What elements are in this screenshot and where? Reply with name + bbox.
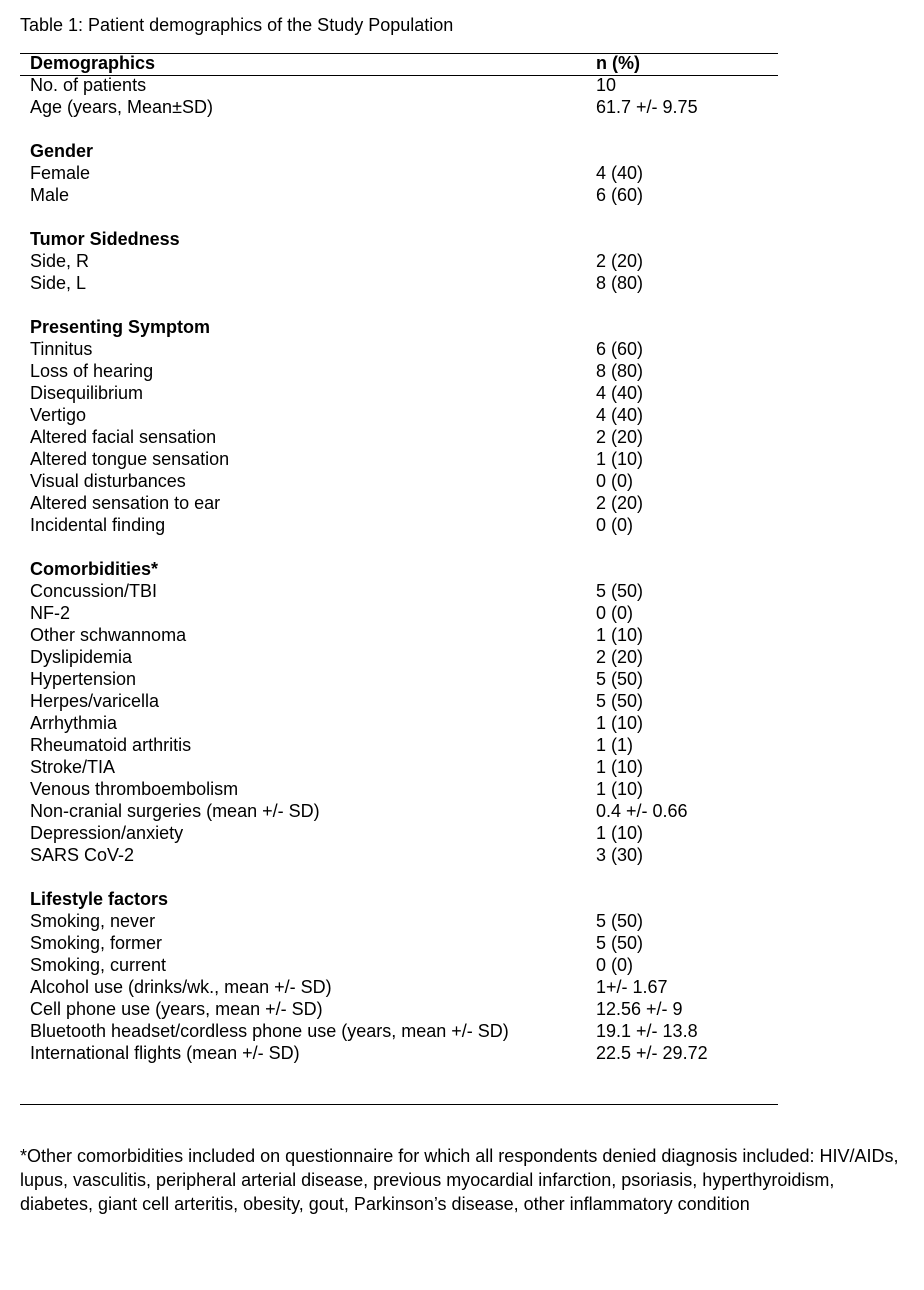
row-value: 5 (50) xyxy=(596,669,644,689)
table-row xyxy=(30,580,778,602)
row-label: Smoking, never xyxy=(30,911,156,931)
row-label: Altered facial sensation xyxy=(30,427,217,447)
table-row xyxy=(30,272,778,294)
row-value: 2 (20) xyxy=(596,251,644,271)
row-label: Alcohol use (drinks/wk., mean +/- SD) xyxy=(30,977,332,997)
row-value: 1 (10) xyxy=(596,713,644,733)
row-value: 2 (20) xyxy=(596,647,644,667)
table-row xyxy=(30,800,778,822)
row-label: Disequilibrium xyxy=(30,383,144,403)
row-value: 2 (20) xyxy=(596,493,644,513)
row-label: Herpes/varicella xyxy=(30,691,160,711)
table-row xyxy=(30,360,778,382)
table-row xyxy=(30,910,778,932)
table-caption: Table 1: Patient demographics of the Study Population xyxy=(20,15,454,35)
row-value: 5 (50) xyxy=(596,581,644,601)
table-row xyxy=(30,954,778,976)
row-label: Visual disturbances xyxy=(30,471,186,491)
row-label: Hypertension xyxy=(30,669,137,689)
row-label: Vertigo xyxy=(30,405,87,425)
row-value: 3 (30) xyxy=(596,845,644,865)
row-value: 4 (40) xyxy=(596,405,644,425)
row-label: Smoking, former xyxy=(30,933,163,953)
row-value: 61.7 +/- 9.75 xyxy=(596,97,698,117)
table-row xyxy=(30,404,778,426)
row-value: 12.56 +/- 9 xyxy=(596,999,683,1019)
row-value: 5 (50) xyxy=(596,933,644,953)
row-label: International flights (mean +/- SD) xyxy=(30,1043,300,1063)
section-heading-row xyxy=(30,228,778,250)
row-value: 1 (1) xyxy=(596,735,634,755)
row-label: Side, L xyxy=(30,273,87,293)
section-heading: Lifestyle factors xyxy=(30,889,169,909)
table-row xyxy=(30,74,778,96)
row-label: Other schwannoma xyxy=(30,625,187,645)
row-value: 0 (0) xyxy=(596,515,634,535)
row-label: Incidental finding xyxy=(30,515,166,535)
header-demographics: Demographics xyxy=(30,53,156,73)
section-heading-row xyxy=(30,558,778,580)
table-row xyxy=(30,338,778,360)
section-spacer xyxy=(30,294,778,316)
row-value: 22.5 +/- 29.72 xyxy=(596,1043,708,1063)
table-row xyxy=(30,844,778,866)
row-value: 2 (20) xyxy=(596,427,644,447)
table-row xyxy=(30,184,778,206)
row-value: 5 (50) xyxy=(596,691,644,711)
row-value: 1 (10) xyxy=(596,449,644,469)
header-n-percent: n (%) xyxy=(596,53,640,73)
section-heading-row xyxy=(30,140,778,162)
row-value: 4 (40) xyxy=(596,383,644,403)
table-row xyxy=(30,734,778,756)
row-value: 6 (60) xyxy=(596,339,644,359)
section-heading-row xyxy=(30,316,778,338)
row-value: 1 (10) xyxy=(596,823,644,843)
row-label: Dyslipidemia xyxy=(30,647,133,667)
table-row xyxy=(30,712,778,734)
table-row xyxy=(30,932,778,954)
table-row xyxy=(30,646,778,668)
row-value: 0.4 +/- 0.66 xyxy=(596,801,688,821)
row-label: Rheumatoid arthritis xyxy=(30,735,192,755)
row-label: NF-2 xyxy=(30,603,70,623)
row-label: Depression/anxiety xyxy=(30,823,184,843)
row-label: Tinnitus xyxy=(30,339,93,359)
row-value: 0 (0) xyxy=(596,955,634,975)
row-label: Age (years, Mean±SD) xyxy=(30,97,213,117)
row-label: Altered sensation to ear xyxy=(30,493,221,513)
section-spacer xyxy=(30,866,778,888)
table-bottom-rule xyxy=(20,1104,778,1105)
table-row xyxy=(30,250,778,272)
table-row xyxy=(30,976,778,998)
row-label: Arrhythmia xyxy=(30,713,118,733)
section-heading: Presenting Symptom xyxy=(30,317,211,337)
table-row xyxy=(30,998,778,1020)
section-heading-row xyxy=(30,888,778,910)
row-label: No. of patients xyxy=(30,75,147,95)
table-footnote: *Other comorbidities included on questionnaire for which all respondents denied diagnosis included: HIV/AIDs, lupus, vasculitis, peripheral arterial disease, previous myocardial infarction, psoriasis, hyperthyroidism, diabetes, giant cell arteritis, obesity, gout, Parkinson’s disease, other inflammatory condition xyxy=(20,1146,899,1214)
row-value: 8 (80) xyxy=(596,273,644,293)
row-value: 1 (10) xyxy=(596,779,644,799)
row-value: 0 (0) xyxy=(596,603,634,623)
table-row xyxy=(30,426,778,448)
table-row xyxy=(30,756,778,778)
table-header-row xyxy=(30,52,778,74)
section-heading: Gender xyxy=(30,141,94,161)
table-row xyxy=(30,1042,778,1064)
row-value: 10 xyxy=(596,75,617,95)
demographics-table xyxy=(30,52,778,1064)
table-row xyxy=(30,822,778,844)
table-rows xyxy=(30,74,778,1064)
table-row xyxy=(30,448,778,470)
table-row xyxy=(30,492,778,514)
table-row xyxy=(30,162,778,184)
section-spacer xyxy=(30,118,778,140)
row-value: 5 (50) xyxy=(596,911,644,931)
table-row xyxy=(30,778,778,800)
table-row xyxy=(30,514,778,536)
row-label: Stroke/TIA xyxy=(30,757,116,777)
row-label: SARS CoV-2 xyxy=(30,845,135,865)
row-label: Bluetooth headset/cordless phone use (years, mean +/- SD) xyxy=(30,1021,509,1041)
row-label: Male xyxy=(30,185,70,205)
table-row xyxy=(30,624,778,646)
row-value: 1 (10) xyxy=(596,625,644,645)
row-label: Smoking, current xyxy=(30,955,167,975)
row-label: Cell phone use (years, mean +/- SD) xyxy=(30,999,323,1019)
row-value: 4 (40) xyxy=(596,163,644,183)
row-label: Loss of hearing xyxy=(30,361,154,381)
row-label: Altered tongue sensation xyxy=(30,449,230,469)
row-value: 8 (80) xyxy=(596,361,644,381)
row-label: Concussion/TBI xyxy=(30,581,158,601)
row-value: 1 (10) xyxy=(596,757,644,777)
section-spacer xyxy=(30,206,778,228)
row-label: Venous thromboembolism xyxy=(30,779,239,799)
row-label: Female xyxy=(30,163,91,183)
row-label: Non-cranial surgeries (mean +/- SD) xyxy=(30,801,320,821)
row-value: 0 (0) xyxy=(596,471,634,491)
table-row xyxy=(30,382,778,404)
table-row xyxy=(30,1020,778,1042)
table-row xyxy=(30,690,778,712)
row-value: 6 (60) xyxy=(596,185,644,205)
table-row xyxy=(30,470,778,492)
table-row xyxy=(30,668,778,690)
table-row xyxy=(30,602,778,624)
row-value: 19.1 +/- 13.8 xyxy=(596,1021,698,1041)
section-spacer xyxy=(30,536,778,558)
section-heading: Tumor Sidedness xyxy=(30,229,180,249)
section-heading: Comorbidities* xyxy=(30,559,159,579)
row-label: Side, R xyxy=(30,251,90,271)
row-value: 1+/- 1.67 xyxy=(596,977,668,997)
table-row xyxy=(30,96,778,118)
